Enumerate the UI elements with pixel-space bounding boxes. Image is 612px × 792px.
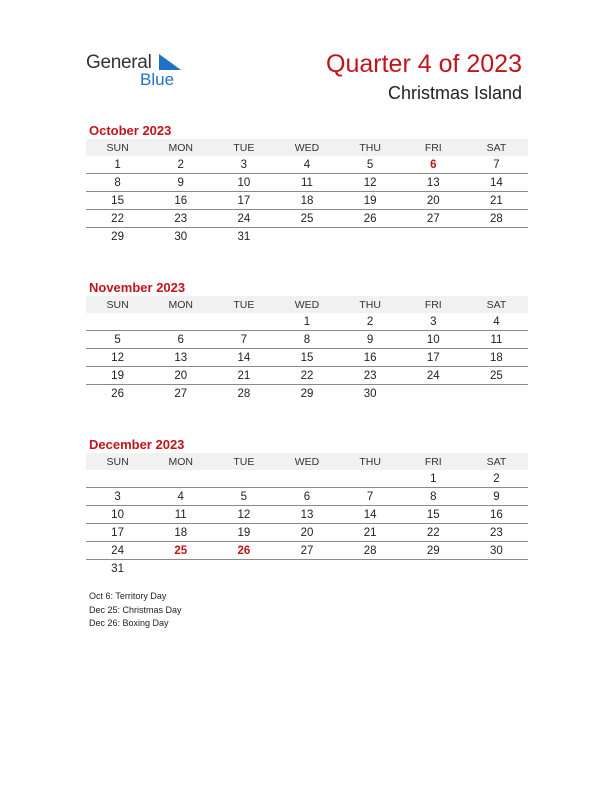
week-row (86, 506, 528, 524)
empty-day-cell (402, 385, 465, 403)
page-subtitle: Christmas Island (387, 83, 522, 103)
empty-day-cell (275, 470, 338, 488)
week-row (86, 156, 528, 174)
day-cell: 1 (86, 156, 149, 174)
empty-day-cell (339, 470, 402, 488)
day-cell: 29 (111, 230, 124, 243)
weekday-header: SAT (465, 139, 528, 156)
week-row (86, 488, 528, 506)
day-cell: 1 (402, 470, 465, 488)
day-cell: 16 (149, 192, 212, 210)
weekday-header: MON (149, 296, 212, 313)
day-cell: 21 (339, 524, 402, 542)
day-cell: 10 (212, 174, 275, 192)
day-cell: 25 (465, 367, 528, 385)
day-cell: 23 (465, 524, 528, 542)
day-cell: 24 (212, 210, 275, 228)
week-row (86, 192, 528, 210)
day-cell: 27 (174, 387, 188, 400)
day-cell: 3 (212, 156, 275, 174)
weekday-header: FRI (402, 453, 465, 470)
weekday-header: SAT (465, 453, 528, 470)
day-cell: 3 (402, 313, 465, 331)
day-cell: 27 (402, 210, 465, 228)
weekday-header: TUE (212, 296, 275, 313)
day-cell: 15 (86, 192, 149, 210)
day-cell: 2 (339, 313, 402, 331)
week-row (86, 331, 528, 349)
day-cell: 14 (339, 506, 402, 524)
day-cell: 28 (237, 387, 251, 400)
month-november (86, 279, 528, 402)
day-cell: 19 (212, 524, 275, 542)
day-cell: 10 (402, 331, 465, 349)
day-cell: 5 (339, 156, 402, 174)
month-title: November 2023 (89, 280, 186, 295)
empty-day-cell (402, 560, 465, 578)
day-cell: 20 (402, 192, 465, 210)
day-cell: 4 (149, 488, 212, 506)
empty-day-cell (86, 470, 149, 488)
day-cell: 2 (465, 470, 528, 488)
week-row (86, 313, 528, 331)
day-cell: 7 (465, 156, 528, 174)
week-row (86, 385, 528, 403)
weekday-header: MON (149, 453, 212, 470)
day-cell: 18 (149, 524, 212, 542)
week-row (86, 367, 528, 385)
day-cell: 17 (212, 192, 275, 210)
weekday-header: TUE (212, 453, 275, 470)
day-cell: 8 (86, 174, 149, 192)
empty-day-cell (402, 228, 465, 246)
empty-day-cell (339, 228, 402, 246)
empty-day-cell (212, 313, 275, 331)
day-cell: 17 (86, 524, 149, 542)
empty-day-cell (149, 560, 212, 578)
day-cell: 19 (86, 367, 149, 385)
day-cell: 5 (212, 488, 275, 506)
weekday-header: WED (275, 453, 338, 470)
calendar-table (86, 296, 528, 402)
day-cell: 9 (149, 174, 212, 192)
day-cell: 3 (86, 488, 149, 506)
day-cell: 4 (465, 313, 528, 331)
day-cell: 17 (402, 349, 465, 367)
day-cell: 26 (339, 210, 402, 228)
logo-flag-icon (159, 54, 181, 70)
day-cell: 11 (149, 506, 212, 524)
holiday-notes (89, 590, 182, 631)
day-cell: 16 (339, 349, 402, 367)
weekday-header: WED (275, 296, 338, 313)
weekday-header: THU (339, 453, 402, 470)
empty-day-cell (212, 560, 275, 578)
empty-day-cell (465, 560, 528, 578)
day-cell: 6 (149, 331, 212, 349)
day-cell: 21 (212, 367, 275, 385)
day-cell: 12 (86, 349, 149, 367)
day-cell: 27 (275, 542, 338, 560)
day-cell: 22 (275, 367, 338, 385)
day-cell: 4 (275, 156, 338, 174)
day-cell: 6 (402, 156, 465, 174)
holiday-note: Dec 26: Boxing Day (89, 618, 169, 628)
day-cell: 13 (402, 174, 465, 192)
empty-day-cell (339, 560, 402, 578)
generalblue-logo (86, 50, 196, 90)
day-cell: 31 (237, 230, 251, 243)
day-cell: 9 (465, 488, 528, 506)
week-row (86, 210, 528, 228)
day-cell: 24 (86, 542, 149, 560)
week-row (86, 560, 528, 578)
day-cell: 8 (402, 488, 465, 506)
week-row (86, 349, 528, 367)
day-cell: 23 (339, 367, 402, 385)
day-cell: 29 (300, 387, 314, 400)
day-cell: 1 (275, 313, 338, 331)
week-row (86, 228, 528, 246)
week-row (86, 524, 528, 542)
empty-day-cell (86, 313, 149, 331)
empty-day-cell (149, 313, 212, 331)
holiday-note: Dec 25: Christmas Day (89, 604, 182, 615)
empty-day-cell (275, 560, 338, 578)
day-cell: 13 (149, 349, 212, 367)
day-cell: 23 (149, 210, 212, 228)
week-row (86, 470, 528, 488)
page-title: Quarter 4 of 2023 (326, 50, 522, 78)
day-cell: 18 (275, 192, 338, 210)
week-row (86, 542, 528, 560)
day-cell: 25 (149, 542, 212, 560)
day-cell: 5 (86, 331, 149, 349)
logo-text-general: General (86, 52, 152, 73)
day-cell: 29 (402, 542, 465, 560)
day-cell: 8 (275, 331, 338, 349)
weekday-header: SUN (86, 453, 149, 470)
day-cell: 25 (275, 210, 338, 228)
day-cell: 9 (339, 331, 402, 349)
day-cell: 12 (212, 506, 275, 524)
day-cell: 14 (465, 174, 528, 192)
day-cell: 18 (465, 349, 528, 367)
day-cell: 15 (275, 349, 338, 367)
day-cell: 30 (363, 387, 377, 400)
day-cell: 11 (465, 331, 528, 349)
day-cell: 22 (402, 524, 465, 542)
weekday-header: FRI (402, 139, 465, 156)
day-cell: 10 (86, 506, 149, 524)
day-cell: 2 (149, 156, 212, 174)
day-cell: 7 (339, 488, 402, 506)
week-row (86, 174, 528, 192)
weekday-header: SAT (465, 296, 528, 313)
calendar-table (86, 453, 528, 577)
holiday-note: Oct 6: Territory Day (89, 591, 167, 601)
empty-day-cell (465, 385, 528, 403)
day-cell: 15 (402, 506, 465, 524)
day-cell: 30 (174, 230, 188, 243)
weekday-header: WED (275, 139, 338, 156)
day-cell: 14 (212, 349, 275, 367)
day-cell: 16 (465, 506, 528, 524)
empty-day-cell (149, 470, 212, 488)
month-october (86, 122, 528, 245)
empty-day-cell (275, 228, 338, 246)
weekday-header: TUE (212, 139, 275, 156)
day-cell: 26 (212, 542, 275, 560)
weekday-header: THU (339, 296, 402, 313)
weekday-header: THU (339, 139, 402, 156)
day-cell: 24 (402, 367, 465, 385)
day-cell: 19 (339, 192, 402, 210)
day-cell: 20 (275, 524, 338, 542)
day-cell: 26 (111, 387, 124, 400)
weekday-header: SUN (86, 139, 149, 156)
day-cell: 7 (212, 331, 275, 349)
weekday-header: SUN (86, 296, 149, 313)
day-cell: 21 (465, 192, 528, 210)
month-december (86, 436, 528, 577)
weekday-header: FRI (402, 296, 465, 313)
day-cell: 12 (339, 174, 402, 192)
logo-text-blue: Blue (140, 70, 175, 89)
empty-day-cell (212, 470, 275, 488)
day-cell: 28 (465, 210, 528, 228)
empty-day-cell (465, 228, 528, 246)
month-title: October 2023 (89, 123, 172, 138)
month-title: December 2023 (89, 437, 185, 452)
day-cell: 30 (465, 542, 528, 560)
weekday-header: MON (149, 139, 212, 156)
day-cell: 31 (111, 562, 124, 575)
day-cell: 20 (149, 367, 212, 385)
calendar-table (86, 139, 528, 245)
day-cell: 11 (275, 174, 338, 192)
day-cell: 22 (86, 210, 149, 228)
day-cell: 6 (275, 488, 338, 506)
day-cell: 28 (339, 542, 402, 560)
day-cell: 13 (275, 506, 338, 524)
